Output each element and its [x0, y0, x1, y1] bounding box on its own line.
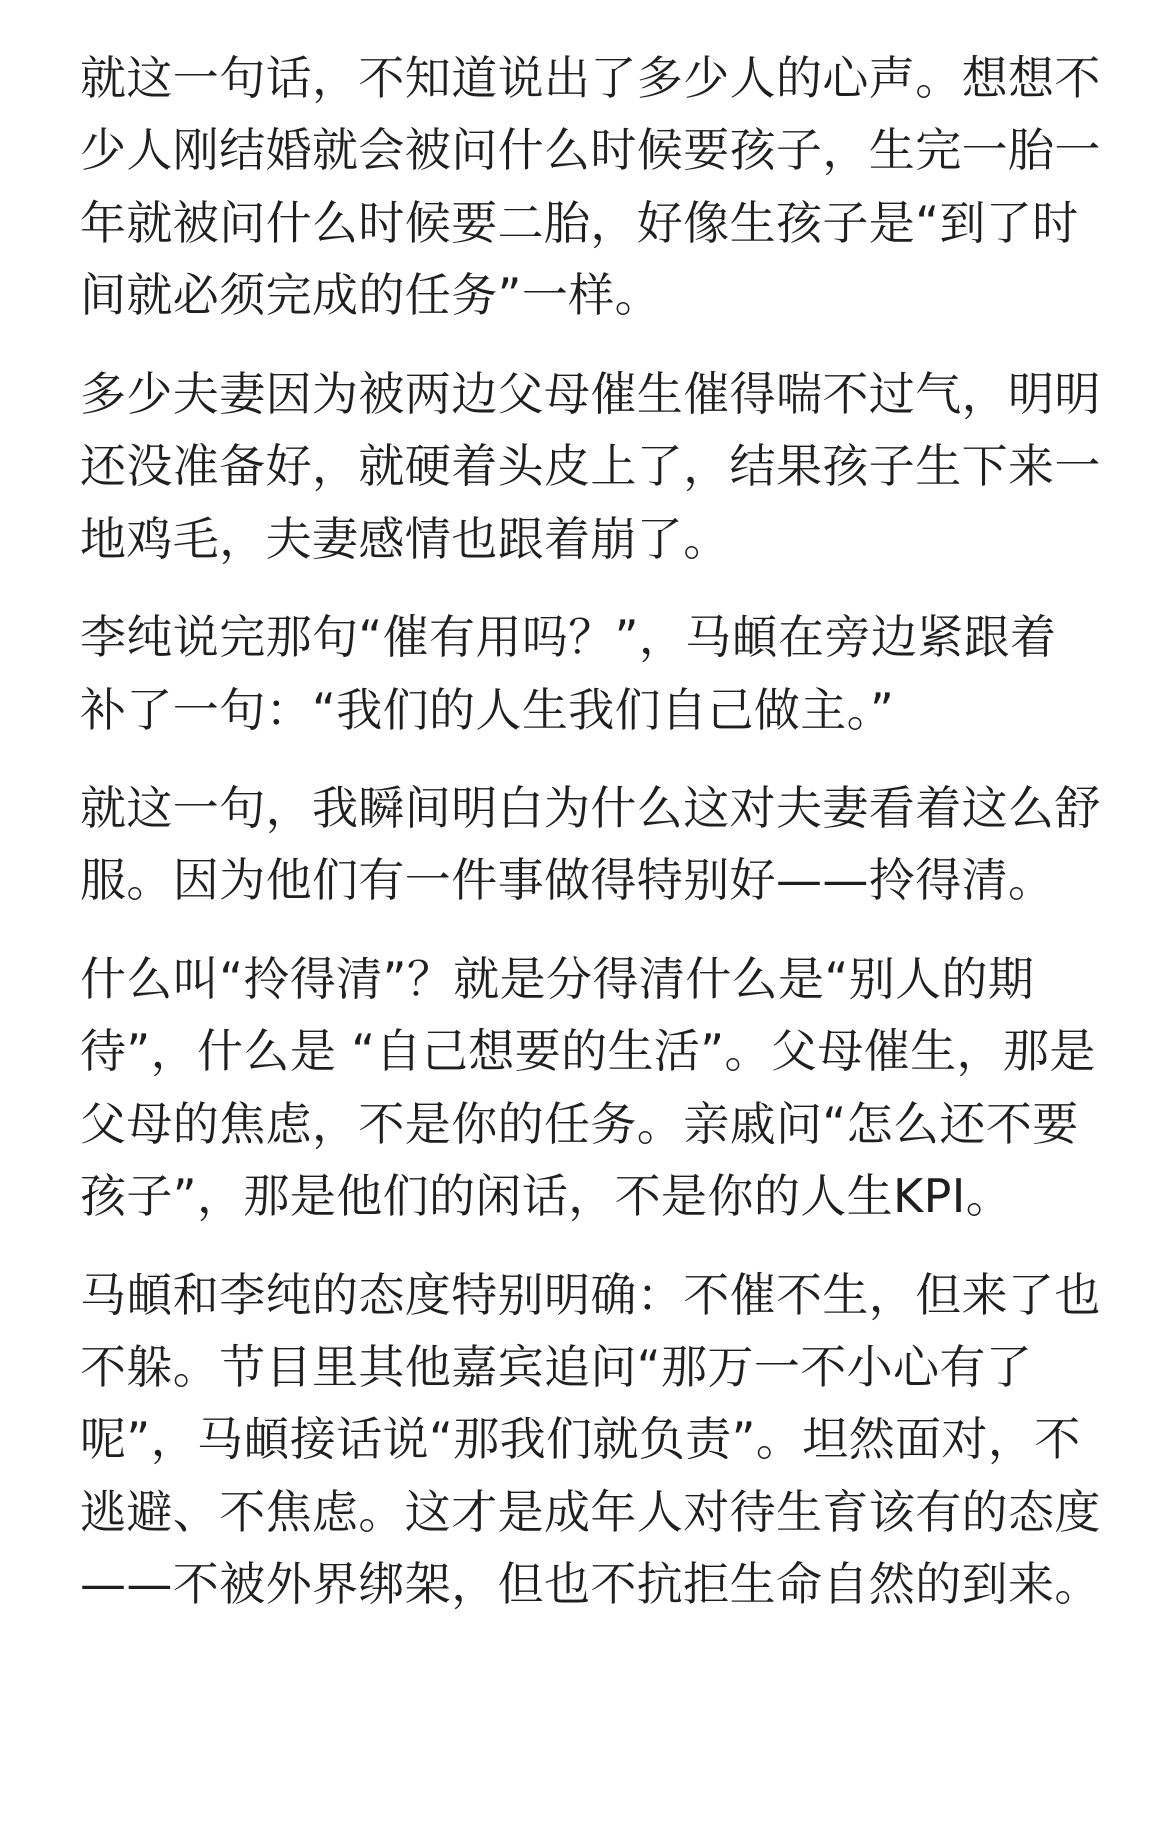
article-body: [80, 42, 1101, 1647]
text-line: 逃避、不焦虑。这才是成年人对待生育该有的态度: [80, 1484, 1101, 1539]
text-line: 服。因为他们有一件事做得特别好——拎得清。: [80, 853, 1055, 908]
text-line: 孩子”，那是他们的闲话，不是你的人生KPI。: [80, 1169, 1013, 1224]
text-line: 李纯说完那句“催有用吗？”，马頔在旁边紧跟着: [80, 610, 1057, 665]
text-line: 不躲。节目里其他嘉宾追问“那万一不小心有了: [80, 1340, 1033, 1394]
text-line: 就这一句，我瞬间明白为什么这对夫妻看着这么舒: [80, 780, 1101, 835]
paragraph-4: [80, 772, 1101, 917]
text-line: 还没准备好，就硬着头皮上了，结果孩子生下来一: [80, 439, 1101, 494]
paragraph-2: [80, 358, 1101, 575]
paragraph-1: [80, 42, 1101, 332]
text-line: 多少夫妻因为被两边父母催生催得喘不过气，明明: [80, 366, 1101, 421]
text-line: 年就被问什么时候要二胎，好像生孩子是“到了时: [80, 195, 1079, 250]
paragraph-3: [80, 601, 1090, 746]
text-line: 呢”，马頔接话说“那我们就负责”。坦然面对，不: [80, 1412, 1081, 1467]
text-line: 马頔和李纯的态度特别明确：不催不生，但来了也: [80, 1267, 1101, 1322]
text-line: 父母的焦虑，不是你的任务。亲戚问“怎么还不要: [80, 1096, 1079, 1151]
text-line: 什么叫“拎得清”？就是分得清什么是“别人的期: [80, 951, 1035, 1006]
text-line: 就这一句话，不知道说出了多少人的心声。想想不: [80, 51, 1101, 105]
text-line: 补了一句：“我们的人生我们自己做主。”: [80, 682, 895, 737]
text-line: 地鸡毛，夫妻感情也跟着崩了。: [80, 511, 730, 566]
text-line: 间就必须完成的任务”一样。: [80, 268, 662, 323]
text-line: ——不被外界绑架，但也不抗拒生命自然的到来。: [80, 1557, 1101, 1612]
text-line: 少人刚结婚就会被问什么时候要孩子，生完一胎一: [80, 123, 1101, 178]
text-line: 待”，什么是 “自己想要的生活”。父母催生，那是: [80, 1024, 1096, 1079]
paragraph-5: [80, 943, 1096, 1233]
paragraph-6: [80, 1259, 1101, 1621]
